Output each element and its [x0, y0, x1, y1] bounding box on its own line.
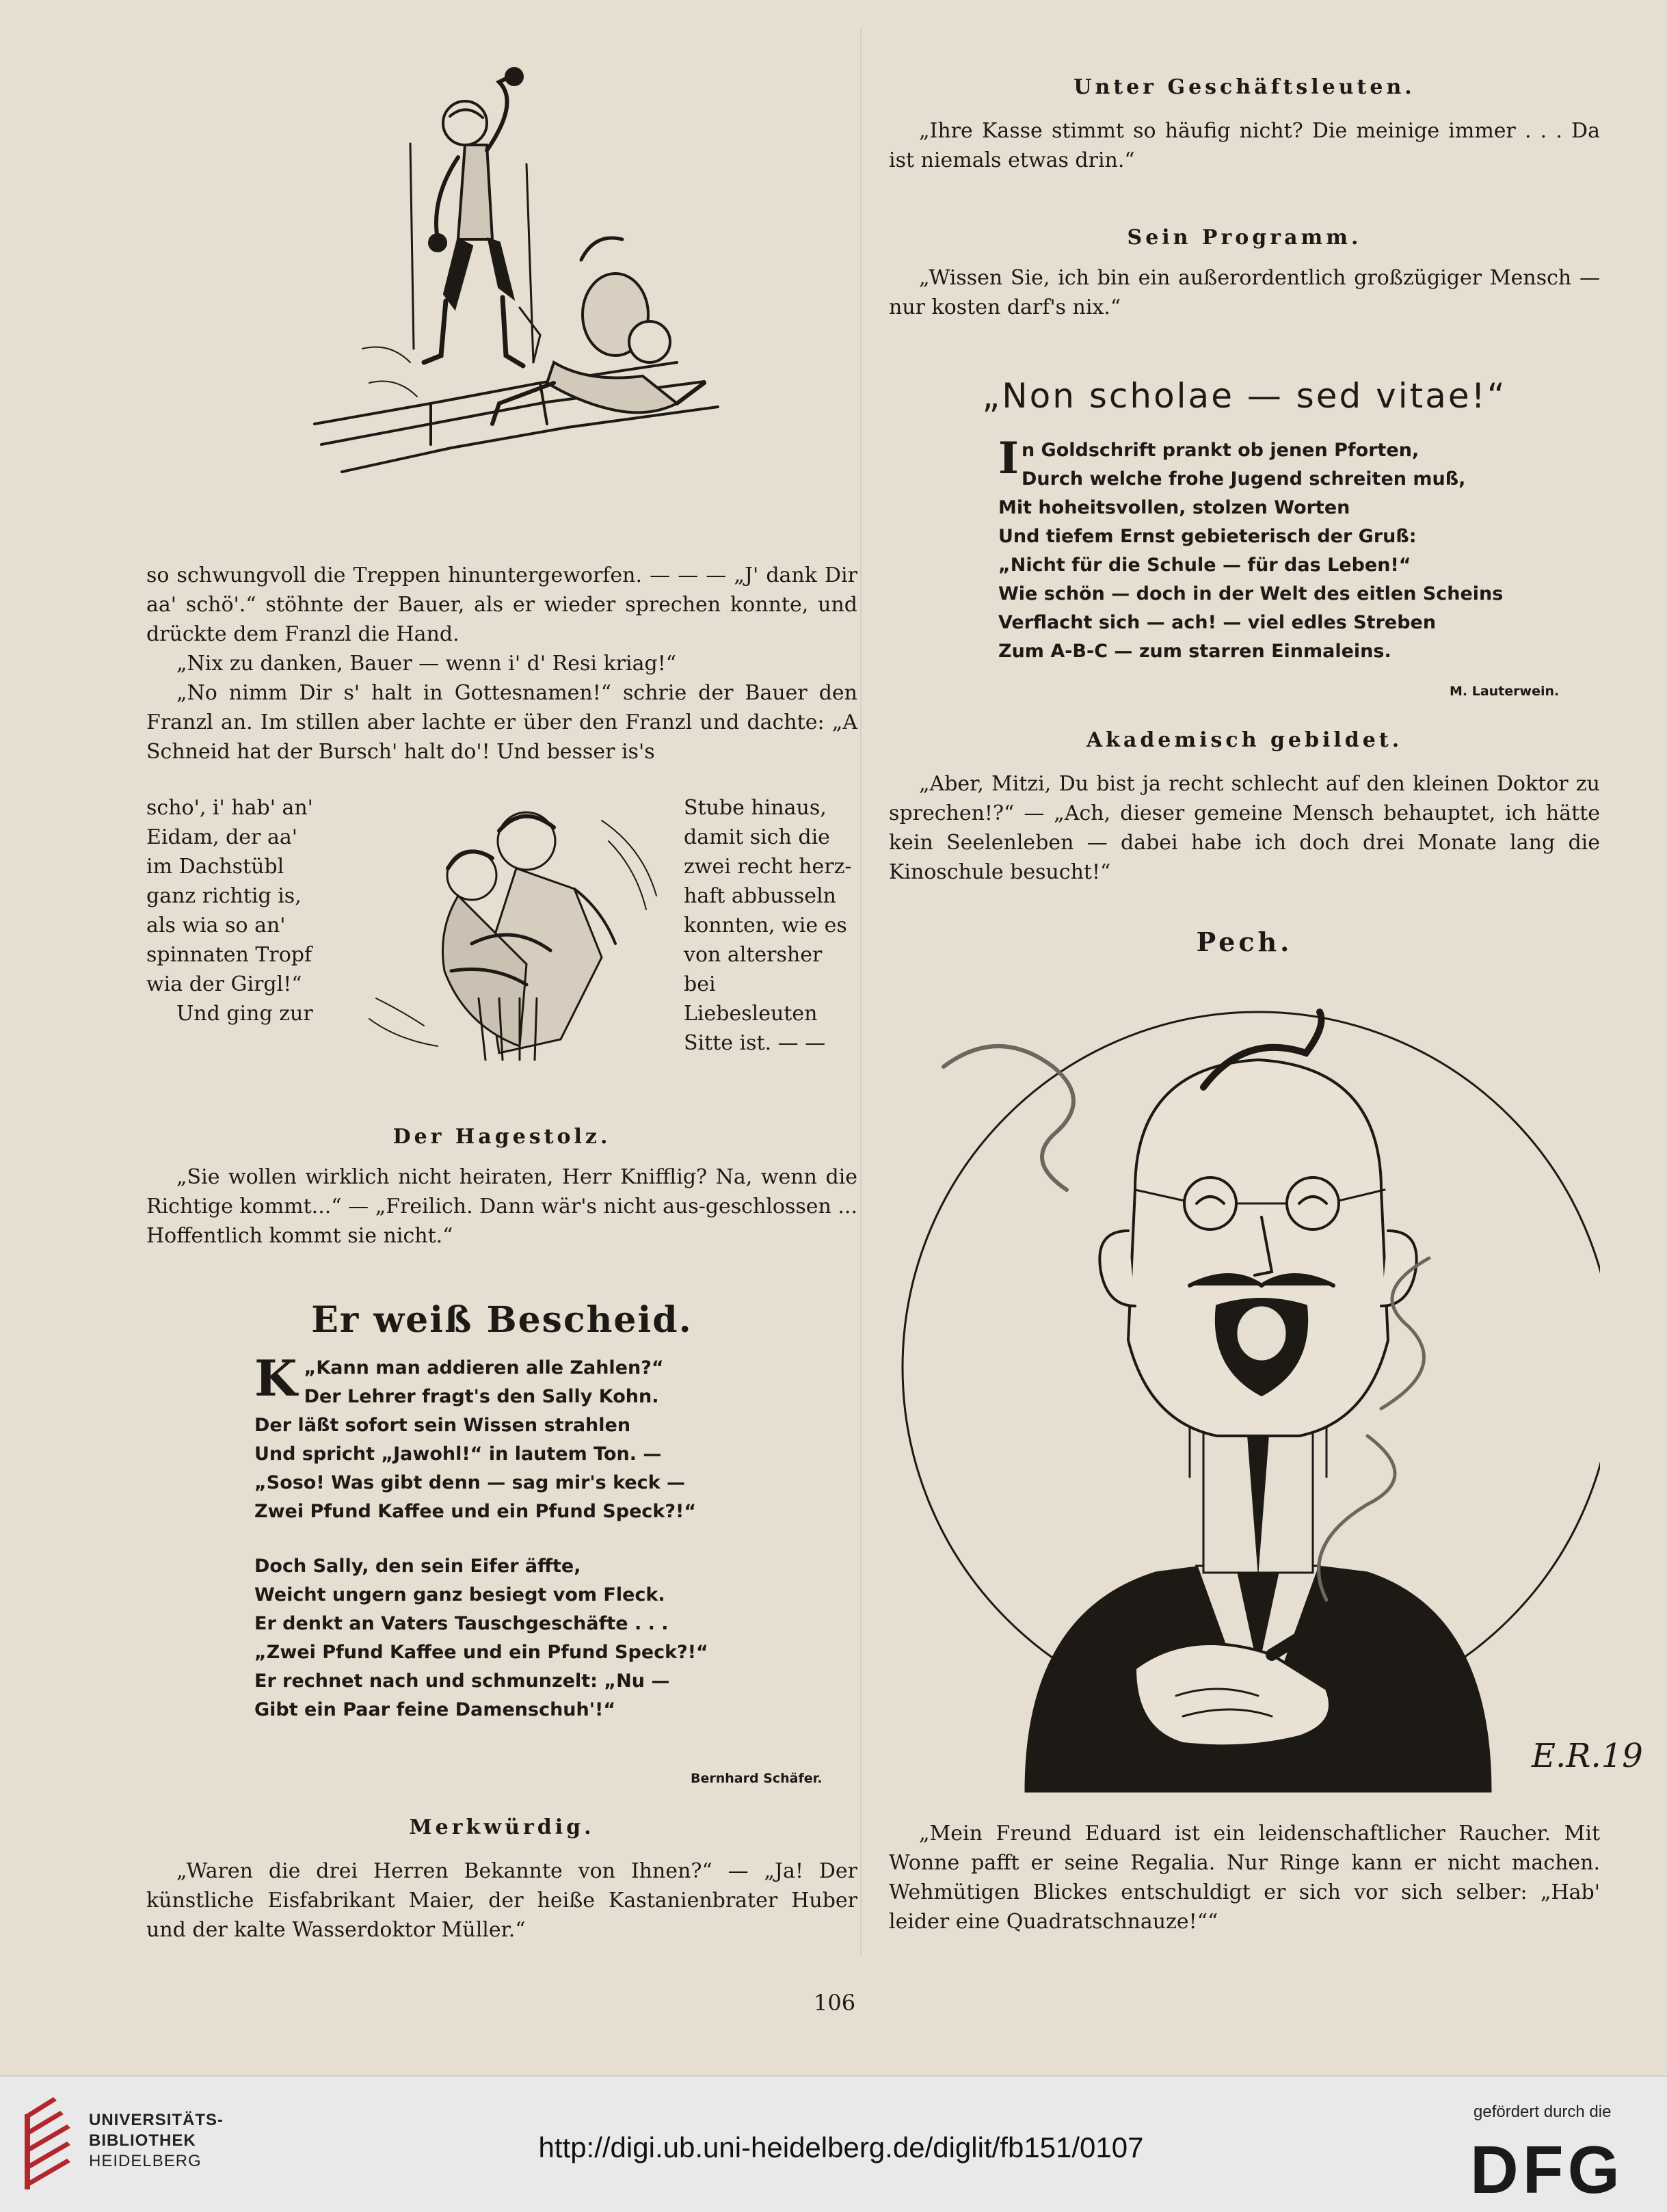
wrap-line: Stube hinaus, — [684, 796, 827, 820]
scholae-title: „Non scholae — sed vitae!“ — [982, 376, 1507, 416]
stairs-fight-illustration — [294, 62, 732, 513]
akademisch-text — [889, 769, 1600, 887]
funding-label: gefördert durch die — [1473, 2103, 1612, 2121]
wrap-line: zwei recht herz- — [684, 855, 852, 879]
poem-line: Der Lehrer fragt's den Sally Kohn. — [304, 1386, 659, 1407]
poem-line: n Goldschrift prankt ob jenen Pforten, — [1021, 440, 1419, 461]
merkwuerdig-paragraph: „Waren die drei Herren Bekannte von Ihnen?“ — „Ja! Der künstliche Eisfabrikant Maier, der heiße Kastanienbrater Huber und der kalte Wasserdoktor Müller.“ — [146, 1859, 857, 1942]
dfg-logo: DFG — [1470, 2132, 1624, 2207]
bescheid-poem — [254, 1349, 815, 1724]
poem-line: Er rechnet nach und schmunzelt: „Nu — — [254, 1670, 670, 1692]
column-gutter — [860, 27, 862, 1956]
poem-line: „Nicht für die Schule — für das Leben!“ — [998, 555, 1411, 576]
hagestolz-text — [146, 1162, 857, 1251]
programm-text — [889, 263, 1600, 322]
wrap-text-right — [684, 793, 855, 1058]
wrap-line: Sitte ist. — — — [684, 1031, 826, 1055]
library-name-line: HEIDELBERG — [89, 2152, 202, 2170]
poem-line: „Soso! Was gibt denn — sag mir's keck — — [254, 1472, 686, 1493]
wrap-line: scho', i' hab' an' — [146, 796, 313, 820]
page-number: 106 — [814, 1990, 856, 2016]
poem-line: Verflacht sich — ach! — viel edles Streben — [998, 612, 1437, 633]
poem-line: Wie schön — doch in der Welt des eitlen Scheins — [998, 583, 1504, 604]
programm-title: Sein Programm. — [1127, 226, 1362, 250]
bescheid-title: Er weiß Bescheid. — [311, 1299, 693, 1341]
library-name-line: BIBLIOTHEK — [89, 2131, 196, 2150]
poem-line: „Zwei Pfund Kaffee und ein Pfund Speck?!“ — [254, 1642, 708, 1663]
wrap-line: Eidam, der aa' — [146, 825, 297, 849]
artist-signature: E.R.19 — [1532, 1737, 1643, 1775]
scholae-dropcap: I — [998, 433, 1019, 484]
poem-line: Mit hoheitsvollen, stolzen Worten — [998, 497, 1350, 518]
wrap-line: wia der Girgl!“ — [146, 972, 302, 996]
pech-caption — [889, 1819, 1600, 1936]
library-logo-icon — [19, 2094, 81, 2196]
poem-line: Durch welche frohe Jugend schreiten muß, — [1021, 468, 1466, 490]
wrap-line: spinnaten Tropf — [146, 943, 312, 967]
digitization-footer — [0, 2075, 1667, 2212]
library-name-line: UNIVERSITÄTS- — [89, 2111, 224, 2129]
geschaeftsleute-text — [889, 116, 1600, 175]
poem-line: Doch Sally, den sein Eifer äffte, — [254, 1556, 581, 1577]
poem-line: Und tiefem Ernst gebieterisch der Gruß: — [998, 526, 1417, 547]
hagestolz-paragraph: „Sie wollen wirklich nicht heiraten, Herr Knifflig? Na, wenn die Richtige kommt...“ — „Freilich. Dann wär's nicht aus-geschlossen ... Hoffentlich kommt sie nicht.“ — [146, 1165, 857, 1248]
programm-paragraph: „Wissen Sie, ich bin ein außerordentlich großzügiger Mensch — nur kosten darf's nix.“ — [889, 266, 1600, 319]
wrap-line: bei Liebesleuten — [684, 972, 818, 1026]
poem-line: Der läßt sofort sein Wissen strahlen — [254, 1415, 631, 1436]
wrap-line: im Dachstübl — [146, 855, 284, 879]
poem-line: Gibt ein Paar feine Damenschuh'!“ — [254, 1699, 616, 1720]
pech-title: Pech. — [1196, 927, 1293, 957]
bescheid-dropcap: K — [254, 1349, 297, 1407]
scholae-author: M. Lauterwein. — [1450, 684, 1560, 699]
poem-line: Zum A-B-C — zum starren Einmaleins. — [998, 641, 1391, 662]
wrap-line: haft abbusseln — [684, 884, 836, 908]
poem-line: Und spricht „Jawohl!“ in lautem Ton. — — [254, 1443, 662, 1465]
hagestolz-title: Der Hagestolz. — [392, 1125, 611, 1149]
wrap-line: damit sich die — [684, 825, 830, 849]
poem-line: Weicht ungern ganz besiegt vom Fleck. — [254, 1584, 665, 1605]
akademisch-title: Akademisch gebildet. — [1086, 728, 1403, 752]
wrap-line: als wia so an' — [146, 914, 286, 937]
scholae-poem — [998, 433, 1559, 666]
kissing-couple-illustration — [356, 793, 670, 1067]
wrap-line: Und ging zur — [176, 1002, 313, 1026]
wrap-line: von altersher — [684, 943, 823, 967]
poem-line: Zwei Pfund Kaffee und ein Pfund Speck?!“ — [254, 1501, 697, 1522]
merkwuerdig-title: Merkwürdig. — [409, 1815, 595, 1839]
intro-text-block — [146, 561, 857, 767]
akademisch-paragraph: „Aber, Mitzi, Du bist ja recht schlecht auf den kleinen Doktor zu sprechen!?“ — „Ach, dieser gemeine Mensch behauptet, ich hätte kein Seelenleben — dabei habe ich doch drei Monate lang die Kinoschule besucht!“ — [889, 772, 1600, 884]
intro-paragraph: „No nimm Dir s' halt in Gottesnamen!“ schrie der Bauer den Franzl an. Im stillen aber lachte er über den Franzl und dachte: „A Schneid hat der Bursch' halt do'! Und besser is's — [146, 681, 857, 764]
wrap-text-left — [146, 793, 324, 1028]
bescheid-author: Bernhard Schäfer. — [691, 1771, 823, 1786]
poem-line: „Kann man addieren alle Zahlen?“ — [304, 1357, 664, 1378]
source-url-link[interactable]: http://digi.ub.uni-heidelberg.de/diglit/fb151/0107 — [538, 2131, 1144, 2163]
intro-paragraph: „Nix zu danken, Bauer — wenn i' d' Resi kriag!“ — [176, 652, 677, 676]
smoker-caricature-illustration — [889, 985, 1600, 1798]
poem-line: Er denkt an Vaters Tauschgeschäfte . . . — [254, 1613, 669, 1634]
merkwuerdig-text — [146, 1856, 857, 1945]
wrap-line: ganz richtig is, — [146, 884, 302, 908]
geschaeftsleute-title: Unter Geschäftsleuten. — [1073, 75, 1415, 99]
geschaeftsleute-paragraph: „Ihre Kasse stimmt so häufig nicht? Die meinige immer . . . Da ist niemals etwas drin.“ — [889, 119, 1600, 172]
pech-caption-paragraph: „Mein Freund Eduard ist ein leidenschaftlicher Raucher. Mit Wonne pafft er seine Regalia. Nur Ringe kann er nicht machen. Wehmütigen Blickes entschuldigt er sich vor sich selber: „Hab' leider eine Quadratschnauze!““ — [889, 1822, 1600, 1934]
wrap-line: konnten, wie es — [684, 914, 847, 937]
intro-paragraph: so schwungvoll die Treppen hinuntergeworfen. — — — „J' dank Dir aa' schö'.“ stöhnte der Bauer, als er wieder sprechen konnte, und drückte dem Franzl die Hand. — [146, 563, 857, 646]
